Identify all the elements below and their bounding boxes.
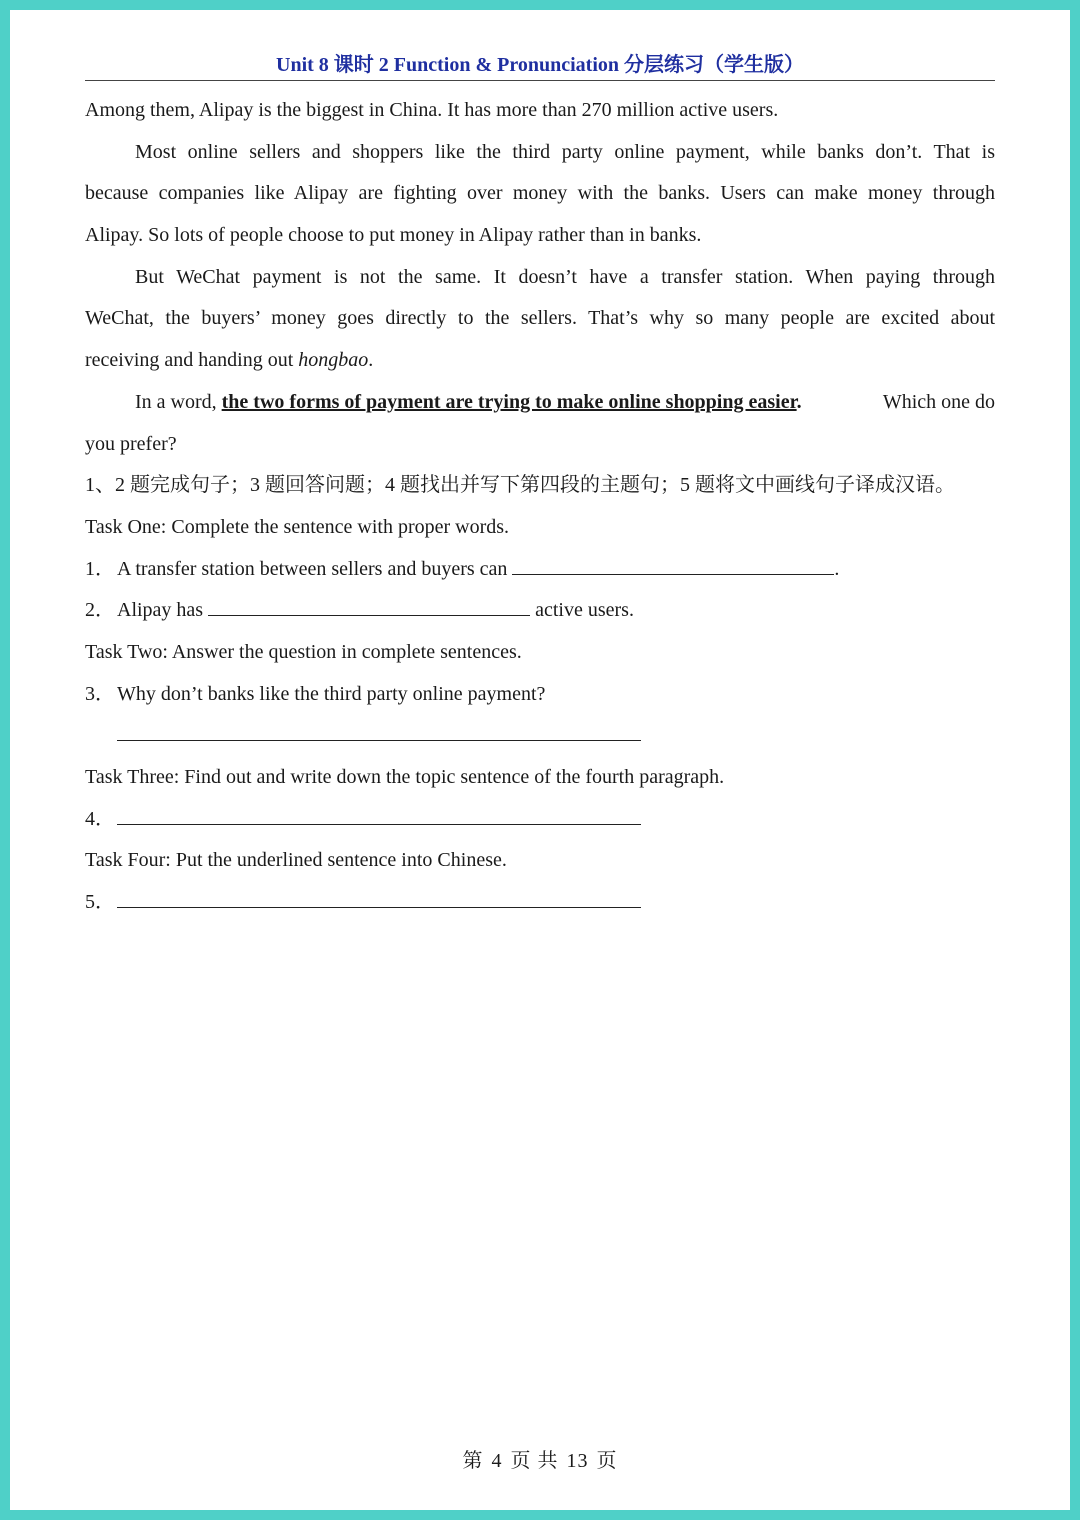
task-one-title: Task One: Complete the sentence with proper words. — [85, 515, 510, 538]
answer-blank[interactable] — [117, 722, 641, 741]
passage-line — [85, 382, 995, 424]
header-divider — [85, 80, 995, 81]
passage-text: In a word, — [135, 390, 222, 413]
question-3 — [85, 674, 995, 716]
passage-line: WeChat, the buyers’ money goes directly to the sellers. That’s why so many people are excited about — [85, 307, 995, 330]
task-three-title: Task Three: Find out and write down the topic sentence of the fourth paragraph. — [85, 766, 725, 788]
page-total: 13 — [566, 1450, 589, 1472]
passage-line: But WeChat payment is not the same. It doesn’t have a transfer station. When paying through — [135, 265, 995, 288]
page-number: 4 — [491, 1450, 503, 1472]
worksheet-page — [10, 10, 1070, 1510]
passage-line: Alipay. So lots of people choose to put money in Alipay rather than in banks. — [85, 224, 702, 247]
page-header: Unit 8 课时 2 Function & Pronunciation 分层练习（学生版） — [276, 54, 804, 76]
answer-blank[interactable] — [117, 889, 641, 908]
answer-blank[interactable] — [117, 806, 641, 825]
answer-blank[interactable] — [512, 556, 834, 575]
answer-line-3 — [85, 715, 995, 757]
passage-line: because companies like Alipay are fighting over money with the banks. Users can make money through — [85, 182, 995, 205]
task-two-title: Task Two: Answer the question in complete sentences. — [85, 640, 522, 663]
question-number: 2． — [85, 599, 115, 622]
question-text: . — [834, 557, 840, 580]
question-number: 5． — [85, 891, 115, 914]
passage-line: Among them, Alipay is the biggest in China. It has more than 270 million active users. — [85, 99, 779, 121]
passage-line: you prefer? — [85, 432, 177, 455]
passage-text: . — [368, 349, 374, 372]
footer-text: 页 — [596, 1450, 618, 1472]
answer-blank[interactable] — [208, 597, 530, 616]
question-5 — [85, 882, 995, 924]
question-number: 1． — [85, 557, 115, 580]
question-text: Alipay has — [117, 599, 209, 622]
worksheet-content — [85, 90, 995, 924]
footer-text: 页 共 — [510, 1450, 559, 1472]
question-number: 4． — [85, 807, 115, 830]
passage-text-group — [135, 382, 802, 424]
passage-line: Most online sellers and shoppers like the third party online payment, while banks don’t. That is — [135, 140, 995, 163]
passage-text: receiving and handing out — [85, 349, 299, 372]
question-text: active users. — [530, 599, 634, 622]
question-1 — [85, 549, 995, 591]
question-4 — [85, 799, 995, 841]
passage-line — [85, 340, 995, 382]
italic-term: hongbao — [298, 349, 369, 372]
question-text: A transfer station between sellers and buyers can — [117, 557, 513, 580]
question-text: Why don’t banks like the third party online payment? — [117, 682, 546, 705]
footer-text: 第 — [462, 1450, 484, 1472]
passage-text: Which one do — [882, 390, 995, 413]
question-2 — [85, 590, 995, 632]
underlined-sentence: the two forms of payment are trying to make online shopping easier — [221, 390, 797, 413]
page-footer — [10, 1444, 1070, 1473]
task-four-title: Task Four: Put the underlined sentence into Chinese. — [85, 849, 507, 872]
question-number: 3． — [85, 682, 115, 705]
passage-text: . — [796, 390, 802, 413]
instructions: 1、2 题完成句子；3 题回答问题；4 题找出并写下第四段的主题句；5 题将文中画线句子译成汉语。 — [85, 474, 955, 497]
